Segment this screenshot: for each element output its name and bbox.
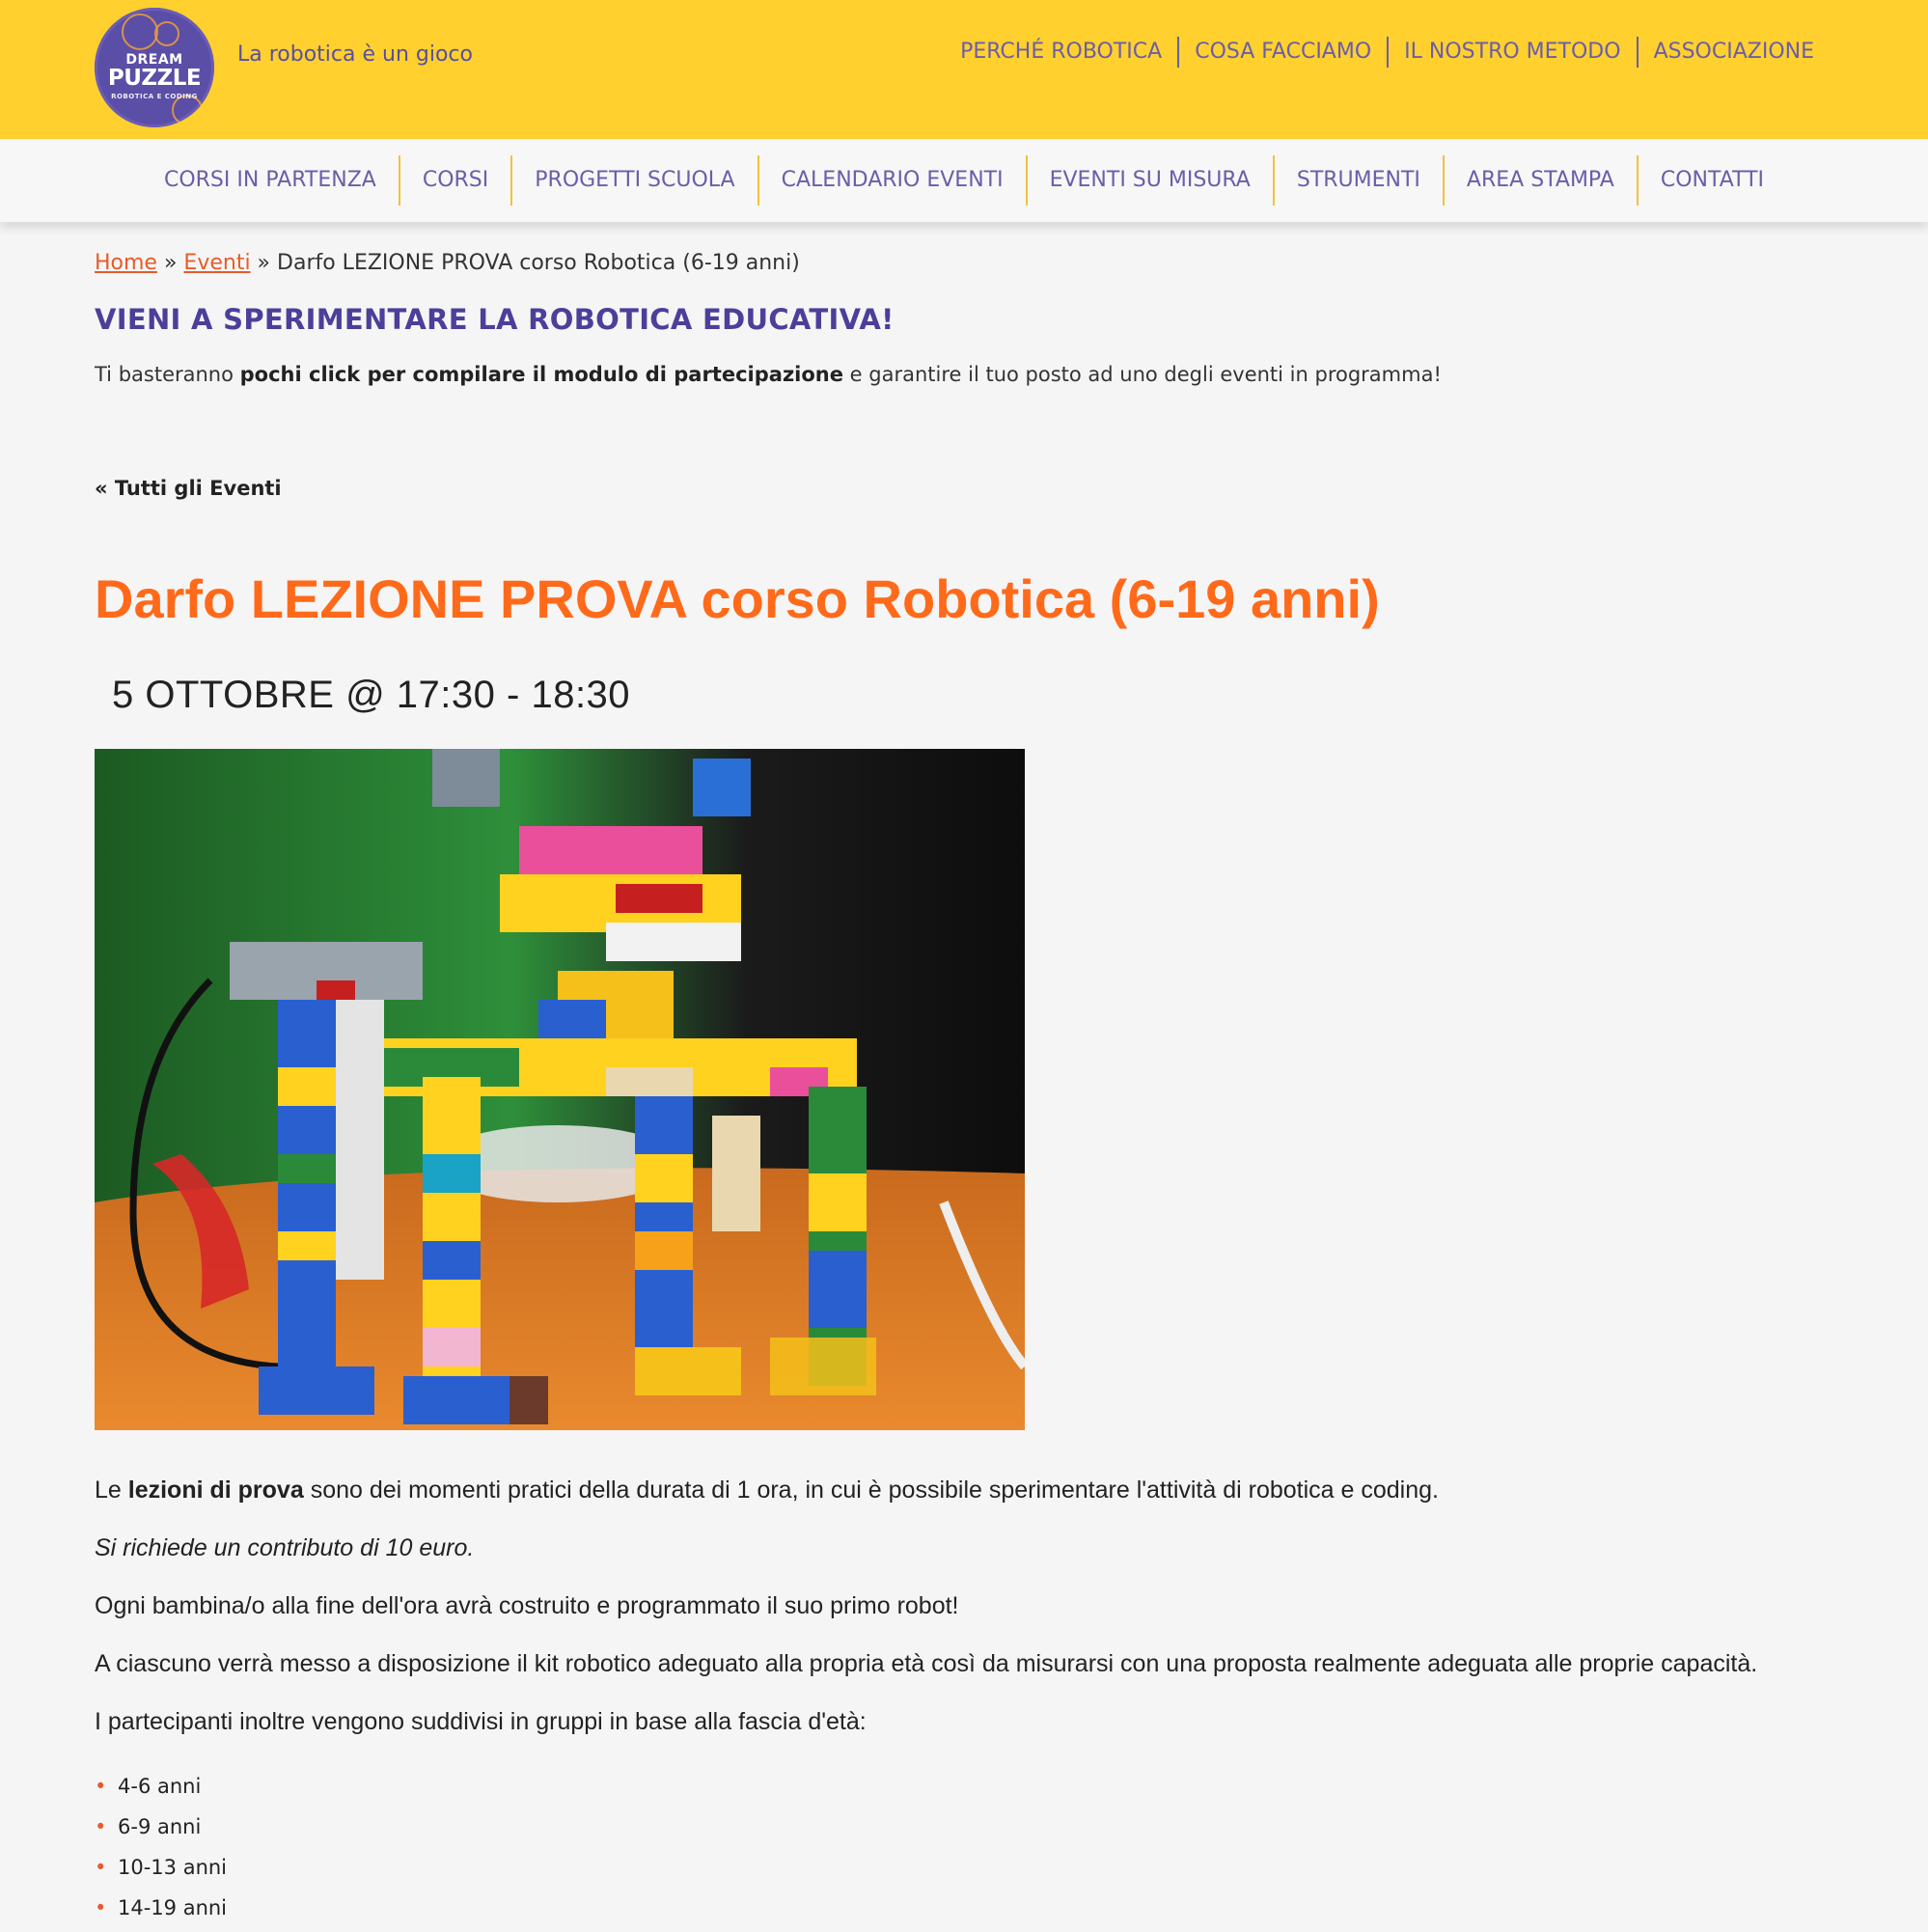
- description-paragraph: [95, 1534, 1832, 1561]
- list-item: • 14-19 anni: [95, 1888, 1832, 1928]
- site-tagline: La robotica è un gioco: [237, 42, 473, 67]
- description-paragraph: Ogni bambina/o alla fine dell'ora avrà costruito e programmato il suo primo robot!: [95, 1592, 959, 1619]
- breadcrumb-home[interactable]: Home: [95, 251, 157, 275]
- top-nav: [945, 37, 1830, 68]
- promo-text: [95, 363, 1442, 386]
- nav-strumenti[interactable]: STRUMENTI: [1273, 155, 1443, 206]
- logo-text-dream: DREAM: [125, 52, 183, 68]
- event-photo: [95, 749, 1025, 1430]
- logo-text-sub: ROBOTICA E CODING: [111, 93, 198, 100]
- list-item: • 10-13 anni: [95, 1847, 1832, 1888]
- nav-contatti[interactable]: CONTATTI: [1637, 155, 1786, 206]
- age-groups-list: [95, 1766, 1832, 1928]
- top-nav-perche-robotica[interactable]: PERCHÉ ROBOTICA: [960, 40, 1163, 64]
- description-paragraph: [95, 1477, 1832, 1504]
- lego-robot-photo: [95, 749, 1025, 1430]
- breadcrumb-separator: »: [156, 251, 184, 275]
- contribution-note: Si richiede un contributo di 10 euro.: [95, 1534, 475, 1561]
- top-nav-cosa-facciamo[interactable]: COSA FACCIAMO: [1177, 37, 1387, 68]
- nav-corsi-in-partenza[interactable]: CORSI IN PARTENZA: [163, 168, 376, 192]
- description-text: sono dei momenti pratici della durata di 1 ora, in cui è possibile sperimentare l'attività di robotica e coding.: [303, 1477, 1439, 1504]
- nav-area-stampa[interactable]: AREA STAMPA: [1443, 155, 1637, 206]
- logo-text-puzzle: PUZZLE: [107, 66, 202, 91]
- promo-text-bold: pochi click per compilare il modulo di partecipazione: [239, 363, 843, 386]
- event-date: 5 OTTOBRE @ 17:30 - 18:30: [112, 674, 631, 716]
- gear-icon: [122, 14, 158, 50]
- list-item: • 4-6 anni: [95, 1766, 1832, 1807]
- gear-icon: [154, 21, 179, 46]
- all-events-link[interactable]: « Tutti gli Eventi: [95, 477, 282, 500]
- top-header: [0, 0, 1928, 139]
- nav-eventi-su-misura[interactable]: EVENTI SU MISURA: [1026, 155, 1273, 206]
- breadcrumb: [95, 251, 800, 275]
- list-item: • 6-9 anni: [95, 1807, 1832, 1847]
- main-nav: [0, 139, 1928, 222]
- dream-puzzle-logo[interactable]: [95, 8, 214, 127]
- top-nav-associazione[interactable]: ASSOCIAZIONE: [1637, 37, 1830, 68]
- nav-corsi[interactable]: CORSI: [399, 155, 510, 206]
- event-description: [95, 1477, 1832, 1928]
- promo-text-start: Ti basteranno: [95, 363, 240, 386]
- breadcrumb-separator: »: [250, 251, 278, 275]
- event-title: Darfo LEZIONE PROVA corso Robotica (6-19 anni): [95, 568, 1380, 629]
- promo-heading: VIENI A SPERIMENTARE LA ROBOTICA EDUCATIVA!: [95, 303, 895, 336]
- description-text: Le: [95, 1477, 128, 1504]
- description-paragraph: I partecipanti inoltre vengono suddivisi in gruppi in base alla fascia d'età:: [95, 1708, 867, 1735]
- breadcrumb-eventi[interactable]: Eventi: [183, 251, 251, 275]
- nav-calendario-eventi[interactable]: CALENDARIO EVENTI: [757, 155, 1026, 206]
- nav-progetti-scuola[interactable]: PROGETTI SCUOLA: [510, 155, 757, 206]
- breadcrumb-current: Darfo LEZIONE PROVA corso Robotica (6-19 anni): [277, 251, 800, 275]
- description-paragraph: A ciascuno verrà messo a disposizione il kit robotico adeguato alla propria età così da misurarsi con una proposta realmente adeguata alle proprie capacità.: [95, 1650, 1758, 1677]
- top-nav-il-nostro-metodo[interactable]: IL NOSTRO METODO: [1387, 37, 1636, 68]
- promo-text-end: e garantire il tuo posto ad uno degli eventi in programma!: [843, 363, 1442, 386]
- description-bold: lezioni di prova: [127, 1477, 304, 1504]
